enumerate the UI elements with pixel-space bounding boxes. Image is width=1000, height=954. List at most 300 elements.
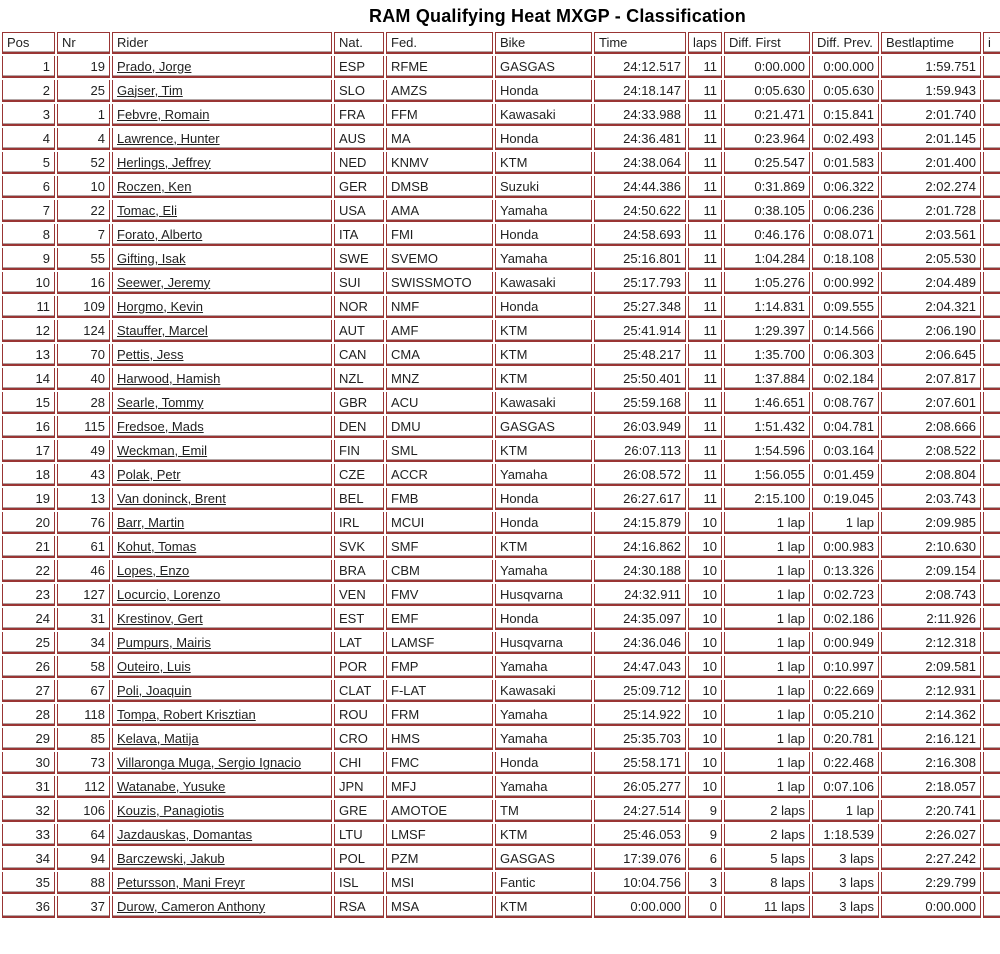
cell-bike: Honda bbox=[495, 752, 592, 774]
table-row bbox=[2, 656, 1000, 678]
rider-link[interactable]: Roczen, Ken bbox=[117, 178, 192, 194]
cell-bestlaptime: 1:59.943 bbox=[881, 80, 981, 102]
header-nr: Nr bbox=[57, 32, 110, 54]
table-row bbox=[2, 752, 1000, 774]
cell-fed: LMSF bbox=[386, 824, 493, 846]
cell-laps: 11 bbox=[688, 224, 722, 246]
cell-fed: ACCR bbox=[386, 464, 493, 486]
rider-link[interactable]: Tomac, Eli bbox=[117, 202, 177, 218]
cell-extra bbox=[983, 320, 1000, 342]
rider-link[interactable]: Outeiro, Luis bbox=[117, 658, 191, 674]
cell-extra bbox=[983, 296, 1000, 318]
table-row bbox=[2, 728, 1000, 750]
cell-extra bbox=[983, 344, 1000, 366]
header-diff-first: Diff. First bbox=[724, 32, 810, 54]
cell-nr: 112 bbox=[57, 776, 110, 798]
cell-diff-prev: 0:15.841 bbox=[812, 104, 879, 126]
cell-bestlaptime: 2:10.630 bbox=[881, 536, 981, 558]
cell-nr: 115 bbox=[57, 416, 110, 438]
cell-pos: 3 bbox=[2, 104, 55, 126]
cell-diff-first: 1:29.397 bbox=[724, 320, 810, 342]
table-row bbox=[2, 464, 1000, 486]
cell-time: 25:27.348 bbox=[594, 296, 686, 318]
cell-pos: 11 bbox=[2, 296, 55, 318]
cell-nr: 40 bbox=[57, 368, 110, 390]
cell-pos: 33 bbox=[2, 824, 55, 846]
cell-diff-first: 1 lap bbox=[724, 608, 810, 630]
cell-rider bbox=[112, 488, 332, 510]
cell-rider bbox=[112, 848, 332, 870]
cell-rider bbox=[112, 632, 332, 654]
table-row bbox=[2, 440, 1000, 462]
cell-diff-first: 1 lap bbox=[724, 536, 810, 558]
cell-diff-prev: 0:03.164 bbox=[812, 440, 879, 462]
cell-extra bbox=[983, 584, 1000, 606]
cell-diff-first: 1 lap bbox=[724, 728, 810, 750]
cell-extra bbox=[983, 896, 1000, 918]
cell-time: 25:16.801 bbox=[594, 248, 686, 270]
cell-extra bbox=[983, 272, 1000, 294]
cell-diff-first: 1 lap bbox=[724, 632, 810, 654]
cell-bike: Husqvarna bbox=[495, 584, 592, 606]
cell-fed: RFME bbox=[386, 56, 493, 78]
cell-bike: Kawasaki bbox=[495, 680, 592, 702]
cell-nat: LAT bbox=[334, 632, 384, 654]
cell-nat: GER bbox=[334, 176, 384, 198]
cell-fed: PZM bbox=[386, 848, 493, 870]
rider-link[interactable]: Harwood, Hamish bbox=[117, 370, 221, 386]
cell-fed: NMF bbox=[386, 296, 493, 318]
cell-fed: CMA bbox=[386, 344, 493, 366]
cell-pos: 12 bbox=[2, 320, 55, 342]
cell-rider bbox=[112, 272, 332, 294]
cell-fed: MCUI bbox=[386, 512, 493, 534]
cell-extra bbox=[983, 152, 1000, 174]
rider-link[interactable]: Barczewski, Jakub bbox=[117, 850, 225, 866]
table-row bbox=[2, 824, 1000, 846]
cell-bestlaptime: 2:20.741 bbox=[881, 800, 981, 822]
cell-rider bbox=[112, 440, 332, 462]
cell-time: 26:05.277 bbox=[594, 776, 686, 798]
table-row bbox=[2, 392, 1000, 414]
table-row bbox=[2, 872, 1000, 894]
cell-bestlaptime: 2:07.601 bbox=[881, 392, 981, 414]
cell-diff-first: 1:14.831 bbox=[724, 296, 810, 318]
cell-time: 25:50.401 bbox=[594, 368, 686, 390]
table-row bbox=[2, 272, 1000, 294]
cell-nr: 10 bbox=[57, 176, 110, 198]
rider-link[interactable]: Poli, Joaquin bbox=[117, 682, 192, 698]
cell-extra bbox=[983, 560, 1000, 582]
cell-fed: HMS bbox=[386, 728, 493, 750]
cell-diff-prev: 0:08.767 bbox=[812, 392, 879, 414]
header-laps: laps bbox=[688, 32, 722, 54]
cell-bestlaptime: 2:04.489 bbox=[881, 272, 981, 294]
cell-diff-prev: 0:02.184 bbox=[812, 368, 879, 390]
cell-laps: 11 bbox=[688, 176, 722, 198]
cell-diff-prev: 0:14.566 bbox=[812, 320, 879, 342]
cell-pos: 10 bbox=[2, 272, 55, 294]
rider-link[interactable]: Gifting, Isak bbox=[117, 250, 186, 266]
cell-diff-first: 8 laps bbox=[724, 872, 810, 894]
cell-bike: GASGAS bbox=[495, 848, 592, 870]
cell-rider bbox=[112, 752, 332, 774]
rider-link[interactable]: Tompa, Robert Krisztian bbox=[117, 706, 256, 722]
cell-diff-first: 0:25.547 bbox=[724, 152, 810, 174]
rider-link[interactable]: Villaronga Muga, Sergio Ignacio bbox=[117, 754, 302, 770]
cell-pos: 7 bbox=[2, 200, 55, 222]
rider-link[interactable]: Kelava, Matija bbox=[117, 730, 199, 746]
cell-laps: 11 bbox=[688, 152, 722, 174]
cell-extra bbox=[983, 416, 1000, 438]
rider-link[interactable]: Kohut, Tomas bbox=[117, 538, 197, 554]
cell-diff-prev: 0:06.303 bbox=[812, 344, 879, 366]
cell-diff-prev: 0:07.106 bbox=[812, 776, 879, 798]
cell-diff-first: 1 lap bbox=[724, 584, 810, 606]
cell-time: 24:50.622 bbox=[594, 200, 686, 222]
cell-bike: TM bbox=[495, 800, 592, 822]
cell-diff-first: 0:21.471 bbox=[724, 104, 810, 126]
cell-nr: 70 bbox=[57, 344, 110, 366]
cell-diff-prev: 0:00.992 bbox=[812, 272, 879, 294]
rider-link[interactable]: Fredsoe, Mads bbox=[117, 418, 204, 434]
cell-rider bbox=[112, 704, 332, 726]
cell-diff-prev: 0:05.630 bbox=[812, 80, 879, 102]
cell-extra bbox=[983, 872, 1000, 894]
cell-rider bbox=[112, 680, 332, 702]
cell-rider bbox=[112, 560, 332, 582]
cell-laps: 11 bbox=[688, 104, 722, 126]
cell-pos: 21 bbox=[2, 536, 55, 558]
cell-rider bbox=[112, 344, 332, 366]
cell-diff-prev: 3 laps bbox=[812, 896, 879, 918]
cell-diff-prev: 0:19.045 bbox=[812, 488, 879, 510]
cell-pos: 2 bbox=[2, 80, 55, 102]
cell-time: 17:39.076 bbox=[594, 848, 686, 870]
cell-time: 24:38.064 bbox=[594, 152, 686, 174]
cell-extra bbox=[983, 248, 1000, 270]
cell-time: 24:58.693 bbox=[594, 224, 686, 246]
table-row bbox=[2, 848, 1000, 870]
cell-nr: 64 bbox=[57, 824, 110, 846]
cell-nr: 73 bbox=[57, 752, 110, 774]
cell-laps: 11 bbox=[688, 128, 722, 150]
cell-nr: 106 bbox=[57, 800, 110, 822]
cell-bike: KTM bbox=[495, 440, 592, 462]
rider-link[interactable]: Forato, Alberto bbox=[117, 226, 203, 242]
table-row bbox=[2, 296, 1000, 318]
table-row bbox=[2, 560, 1000, 582]
table-row bbox=[2, 800, 1000, 822]
cell-nat: LTU bbox=[334, 824, 384, 846]
cell-pos: 19 bbox=[2, 488, 55, 510]
cell-laps: 10 bbox=[688, 704, 722, 726]
rider-link[interactable]: Van doninck, Brent bbox=[117, 490, 226, 506]
cell-bike: KTM bbox=[495, 536, 592, 558]
cell-pos: 28 bbox=[2, 704, 55, 726]
cell-diff-first: 0:31.869 bbox=[724, 176, 810, 198]
cell-extra bbox=[983, 728, 1000, 750]
cell-fed: DMSB bbox=[386, 176, 493, 198]
cell-time: 25:58.171 bbox=[594, 752, 686, 774]
cell-nat: CRO bbox=[334, 728, 384, 750]
cell-time: 24:36.481 bbox=[594, 128, 686, 150]
cell-diff-prev: 0:02.493 bbox=[812, 128, 879, 150]
cell-bike: Kawasaki bbox=[495, 104, 592, 126]
cell-laps: 10 bbox=[688, 656, 722, 678]
cell-nat: SUI bbox=[334, 272, 384, 294]
cell-nr: 109 bbox=[57, 296, 110, 318]
cell-rider bbox=[112, 392, 332, 414]
cell-laps: 11 bbox=[688, 344, 722, 366]
header-time: Time bbox=[594, 32, 686, 54]
cell-extra bbox=[983, 392, 1000, 414]
cell-diff-prev: 0:20.781 bbox=[812, 728, 879, 750]
cell-fed: FMC bbox=[386, 752, 493, 774]
cell-time: 25:17.793 bbox=[594, 272, 686, 294]
table-row bbox=[2, 632, 1000, 654]
cell-time: 25:41.914 bbox=[594, 320, 686, 342]
rider-link[interactable]: Seewer, Jeremy bbox=[117, 274, 211, 290]
cell-fed: ACU bbox=[386, 392, 493, 414]
cell-rider bbox=[112, 224, 332, 246]
cell-fed: SVEMO bbox=[386, 248, 493, 270]
rider-link[interactable]: Jazdauskas, Domantas bbox=[117, 826, 253, 842]
cell-fed: FMB bbox=[386, 488, 493, 510]
rider-link[interactable]: Horgmo, Kevin bbox=[117, 298, 203, 314]
cell-nat: JPN bbox=[334, 776, 384, 798]
cell-laps: 0 bbox=[688, 896, 722, 918]
cell-pos: 30 bbox=[2, 752, 55, 774]
cell-fed: LAMSF bbox=[386, 632, 493, 654]
cell-extra bbox=[983, 656, 1000, 678]
rider-link[interactable]: Gajser, Tim bbox=[117, 82, 183, 98]
cell-nat: SLO bbox=[334, 80, 384, 102]
rider-link[interactable]: Kouzis, Panagiotis bbox=[117, 802, 224, 818]
cell-time: 26:08.572 bbox=[594, 464, 686, 486]
cell-bike: Yamaha bbox=[495, 728, 592, 750]
cell-bestlaptime: 2:09.581 bbox=[881, 656, 981, 678]
cell-extra bbox=[983, 56, 1000, 78]
cell-laps: 10 bbox=[688, 536, 722, 558]
table-row bbox=[2, 320, 1000, 342]
results-body bbox=[2, 56, 1000, 918]
rider-link[interactable]: Stauffer, Marcel bbox=[117, 322, 208, 338]
cell-pos: 34 bbox=[2, 848, 55, 870]
cell-bestlaptime: 2:01.740 bbox=[881, 104, 981, 126]
cell-laps: 11 bbox=[688, 488, 722, 510]
rider-link[interactable]: Locurcio, Lorenzo bbox=[117, 586, 221, 602]
cell-fed: SMF bbox=[386, 536, 493, 558]
cell-nat: SWE bbox=[334, 248, 384, 270]
cell-fed: FMV bbox=[386, 584, 493, 606]
cell-bike: Yamaha bbox=[495, 704, 592, 726]
cell-diff-first: 1 lap bbox=[724, 704, 810, 726]
cell-time: 26:27.617 bbox=[594, 488, 686, 510]
cell-nr: 55 bbox=[57, 248, 110, 270]
cell-diff-first: 11 laps bbox=[724, 896, 810, 918]
cell-bike: GASGAS bbox=[495, 56, 592, 78]
header-diff-prev: Diff. Prev. bbox=[812, 32, 879, 54]
table-row bbox=[2, 152, 1000, 174]
cell-pos: 36 bbox=[2, 896, 55, 918]
cell-bestlaptime: 2:06.190 bbox=[881, 320, 981, 342]
cell-fed: CBM bbox=[386, 560, 493, 582]
cell-laps: 10 bbox=[688, 512, 722, 534]
cell-diff-prev: 0:04.781 bbox=[812, 416, 879, 438]
page-title: RAM Qualifying Heat MXGP - Classification bbox=[369, 6, 746, 26]
cell-diff-first: 2 laps bbox=[724, 800, 810, 822]
table-row bbox=[2, 200, 1000, 222]
cell-bestlaptime: 2:03.561 bbox=[881, 224, 981, 246]
cell-bestlaptime: 2:16.121 bbox=[881, 728, 981, 750]
cell-bestlaptime: 2:03.743 bbox=[881, 488, 981, 510]
cell-bestlaptime: 2:08.743 bbox=[881, 584, 981, 606]
cell-rider bbox=[112, 128, 332, 150]
table-row bbox=[2, 56, 1000, 78]
table-row bbox=[2, 608, 1000, 630]
table-row bbox=[2, 704, 1000, 726]
cell-time: 25:59.168 bbox=[594, 392, 686, 414]
rider-link[interactable]: Watanabe, Yusuke bbox=[117, 778, 226, 794]
cell-rider bbox=[112, 152, 332, 174]
cell-nr: 46 bbox=[57, 560, 110, 582]
table-row bbox=[2, 536, 1000, 558]
cell-nat: POR bbox=[334, 656, 384, 678]
cell-diff-first: 1:54.596 bbox=[724, 440, 810, 462]
rider-link[interactable]: Searle, Tommy bbox=[117, 394, 204, 410]
rider-link[interactable]: Pettis, Jess bbox=[117, 346, 184, 362]
cell-laps: 10 bbox=[688, 752, 722, 774]
cell-nr: 85 bbox=[57, 728, 110, 750]
cell-rider bbox=[112, 728, 332, 750]
cell-nat: CHI bbox=[334, 752, 384, 774]
cell-laps: 10 bbox=[688, 584, 722, 606]
cell-time: 24:47.043 bbox=[594, 656, 686, 678]
rider-link[interactable]: Pumpurs, Mairis bbox=[117, 634, 211, 650]
cell-pos: 15 bbox=[2, 392, 55, 414]
cell-bestlaptime: 2:01.145 bbox=[881, 128, 981, 150]
rider-link[interactable]: Weckman, Emil bbox=[117, 442, 208, 458]
rider-link[interactable]: Petursson, Mani Freyr bbox=[117, 874, 245, 890]
table-row bbox=[2, 248, 1000, 270]
cell-diff-first: 1 lap bbox=[724, 512, 810, 534]
cell-bestlaptime: 2:09.985 bbox=[881, 512, 981, 534]
cell-diff-first: 1 lap bbox=[724, 656, 810, 678]
cell-fed: SWISSMOTO bbox=[386, 272, 493, 294]
rider-link[interactable]: Herlings, Jeffrey bbox=[117, 154, 211, 170]
cell-nat: BRA bbox=[334, 560, 384, 582]
rider-link[interactable]: Barr, Martin bbox=[117, 514, 185, 530]
cell-laps: 11 bbox=[688, 320, 722, 342]
cell-time: 24:16.862 bbox=[594, 536, 686, 558]
cell-bestlaptime: 2:29.799 bbox=[881, 872, 981, 894]
cell-bestlaptime: 2:11.926 bbox=[881, 608, 981, 630]
table-row bbox=[2, 488, 1000, 510]
rider-link[interactable]: Febvre, Romain bbox=[117, 106, 210, 122]
cell-fed: F-LAT bbox=[386, 680, 493, 702]
cell-pos: 25 bbox=[2, 632, 55, 654]
cell-extra bbox=[983, 776, 1000, 798]
cell-nr: 88 bbox=[57, 872, 110, 894]
cell-laps: 10 bbox=[688, 560, 722, 582]
cell-bike: Honda bbox=[495, 488, 592, 510]
cell-bestlaptime: 2:16.308 bbox=[881, 752, 981, 774]
cell-rider bbox=[112, 824, 332, 846]
cell-nat: ITA bbox=[334, 224, 384, 246]
cell-nat: CAN bbox=[334, 344, 384, 366]
rider-link[interactable]: Lawrence, Hunter bbox=[117, 130, 220, 146]
cell-diff-prev: 0:00.983 bbox=[812, 536, 879, 558]
cell-extra bbox=[983, 176, 1000, 198]
cell-rider bbox=[112, 776, 332, 798]
rider-link[interactable]: Krestinov, Gert bbox=[117, 610, 203, 626]
cell-bike: Yamaha bbox=[495, 200, 592, 222]
cell-pos: 27 bbox=[2, 680, 55, 702]
cell-bestlaptime: 2:12.318 bbox=[881, 632, 981, 654]
cell-time: 25:46.053 bbox=[594, 824, 686, 846]
cell-rider bbox=[112, 512, 332, 534]
cell-diff-prev: 0:09.555 bbox=[812, 296, 879, 318]
cell-nat: NOR bbox=[334, 296, 384, 318]
cell-nat: GRE bbox=[334, 800, 384, 822]
cell-diff-prev: 0:22.669 bbox=[812, 680, 879, 702]
cell-nr: 43 bbox=[57, 464, 110, 486]
cell-nr: 124 bbox=[57, 320, 110, 342]
cell-nat: FRA bbox=[334, 104, 384, 126]
cell-time: 24:36.046 bbox=[594, 632, 686, 654]
cell-diff-first: 0:38.105 bbox=[724, 200, 810, 222]
cell-nr: 118 bbox=[57, 704, 110, 726]
rider-link[interactable]: Prado, Jorge bbox=[117, 58, 192, 74]
cell-nr: 34 bbox=[57, 632, 110, 654]
cell-bike: Yamaha bbox=[495, 776, 592, 798]
cell-extra bbox=[983, 224, 1000, 246]
cell-nr: 28 bbox=[57, 392, 110, 414]
cell-diff-first: 1 lap bbox=[724, 752, 810, 774]
cell-nr: 4 bbox=[57, 128, 110, 150]
cell-pos: 31 bbox=[2, 776, 55, 798]
cell-time: 24:15.879 bbox=[594, 512, 686, 534]
cell-rider bbox=[112, 56, 332, 78]
cell-rider bbox=[112, 248, 332, 270]
cell-rider bbox=[112, 416, 332, 438]
cell-extra bbox=[983, 536, 1000, 558]
cell-diff-first: 1 lap bbox=[724, 776, 810, 798]
cell-nat: VEN bbox=[334, 584, 384, 606]
cell-rider bbox=[112, 656, 332, 678]
cell-time: 24:33.988 bbox=[594, 104, 686, 126]
cell-rider bbox=[112, 536, 332, 558]
cell-bike: Honda bbox=[495, 296, 592, 318]
cell-fed: AMZS bbox=[386, 80, 493, 102]
cell-diff-first: 1:56.055 bbox=[724, 464, 810, 486]
cell-bestlaptime: 2:05.530 bbox=[881, 248, 981, 270]
cell-bike: Honda bbox=[495, 608, 592, 630]
cell-fed: MSI bbox=[386, 872, 493, 894]
rider-link[interactable]: Lopes, Enzo bbox=[117, 562, 190, 578]
cell-pos: 4 bbox=[2, 128, 55, 150]
cell-rider bbox=[112, 464, 332, 486]
rider-link[interactable]: Durow, Cameron Anthony bbox=[117, 898, 266, 914]
cell-pos: 13 bbox=[2, 344, 55, 366]
cell-time: 25:48.217 bbox=[594, 344, 686, 366]
cell-nat: POL bbox=[334, 848, 384, 870]
cell-nr: 127 bbox=[57, 584, 110, 606]
cell-bike: Honda bbox=[495, 224, 592, 246]
rider-link[interactable]: Polak, Petr bbox=[117, 466, 181, 482]
cell-diff-prev: 0:01.459 bbox=[812, 464, 879, 486]
